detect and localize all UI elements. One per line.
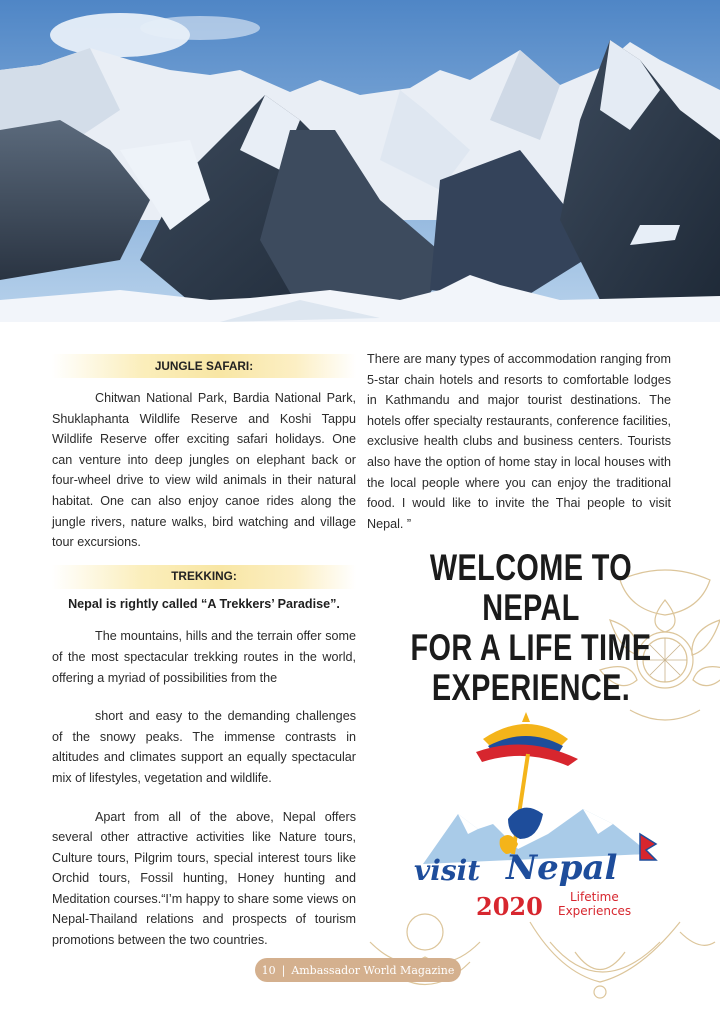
logo-tagline-1: Lifetime xyxy=(570,890,619,904)
footer-separator: | xyxy=(281,963,286,977)
trekking-paragraph-1: The mountains, hills and the terrain offer some of the most spectacular trekking routes in the world, offering a myriad of possibilities from the xyxy=(52,629,356,685)
logo-tagline xyxy=(558,890,631,918)
mountain-illustration xyxy=(0,0,720,322)
visit-nepal-2020-logo xyxy=(408,704,658,926)
welcome-line-2: FOR A LIFE TIME xyxy=(410,627,652,668)
logo-year: 2020 xyxy=(476,892,543,921)
jungle-safari-body: Chitwan National Park, Bardia National Park, Shuklaphanta Wildlife Reserve and Koshi Tappu Wildlife Reserve offer exciting safari holidays. One can venture into deep jungles on elephant back or four-wheel drive to view wild animals in their natural habitat. One can also enjoy canoe rides along the jungle rivers, nature walks, bird watching and village tour excursions. xyxy=(52,391,356,550)
hero-mountain-image xyxy=(0,0,720,322)
jungle-safari-section xyxy=(52,354,356,553)
page-footer xyxy=(255,958,461,982)
page-number: 10 xyxy=(261,963,276,977)
accommodation-section xyxy=(367,349,671,534)
logo-word-nepal: Nepal xyxy=(506,848,618,888)
trekking-subheading: Nepal is rightly called “A Trekkers’ Paradise”. xyxy=(68,596,340,611)
welcome-line-1: WELCOME TO NEPAL xyxy=(429,547,633,628)
logo-tagline-2: Experiences xyxy=(558,904,632,918)
trekking-paragraph-3: Apart from all of the above, Nepal offers several other attractive activities like Nature tours, Culture tours, Pilgrim tours, special interest tours like Orchid tours, Fossil hunting, Honey hunting and Meditation courses.“I’m happy to share some views on Nepal-Thailand relations and prospects of tourism promotions between the two countries. xyxy=(52,809,356,948)
publication-name: Ambassador World Magazine xyxy=(291,963,455,977)
jungle-safari-heading: JUNGLE SAFARI: xyxy=(52,354,356,378)
welcome-line-3: EXPERIENCE. xyxy=(431,667,631,708)
trekking-heading: TREKKING: xyxy=(52,565,356,589)
accommodation-paragraph: There are many types of accommodation ranging from 5-star chain hotels and resorts to comfortable lodges in Kathmandu and major tourist destinations. The hotels offer specialty restaurants, conference facilities, exclusive health clubs and business centers. Tourists also have the option of home stay in local houses with the local people where you can enjoy the traditional food. I would like to invite the Thai people to visit Nepal. ” xyxy=(367,352,671,531)
trekking-paragraph-2: short and easy to the demanding challenges of the snowy peaks. The immense contrasts in altitudes and climates support an equally spectacular mix of lifestyles, vegetation and wildlife. xyxy=(52,709,356,785)
trekking-section xyxy=(52,565,356,951)
logo-word-visit: visit xyxy=(414,854,481,887)
welcome-headline xyxy=(407,548,655,708)
left-column xyxy=(52,354,356,951)
